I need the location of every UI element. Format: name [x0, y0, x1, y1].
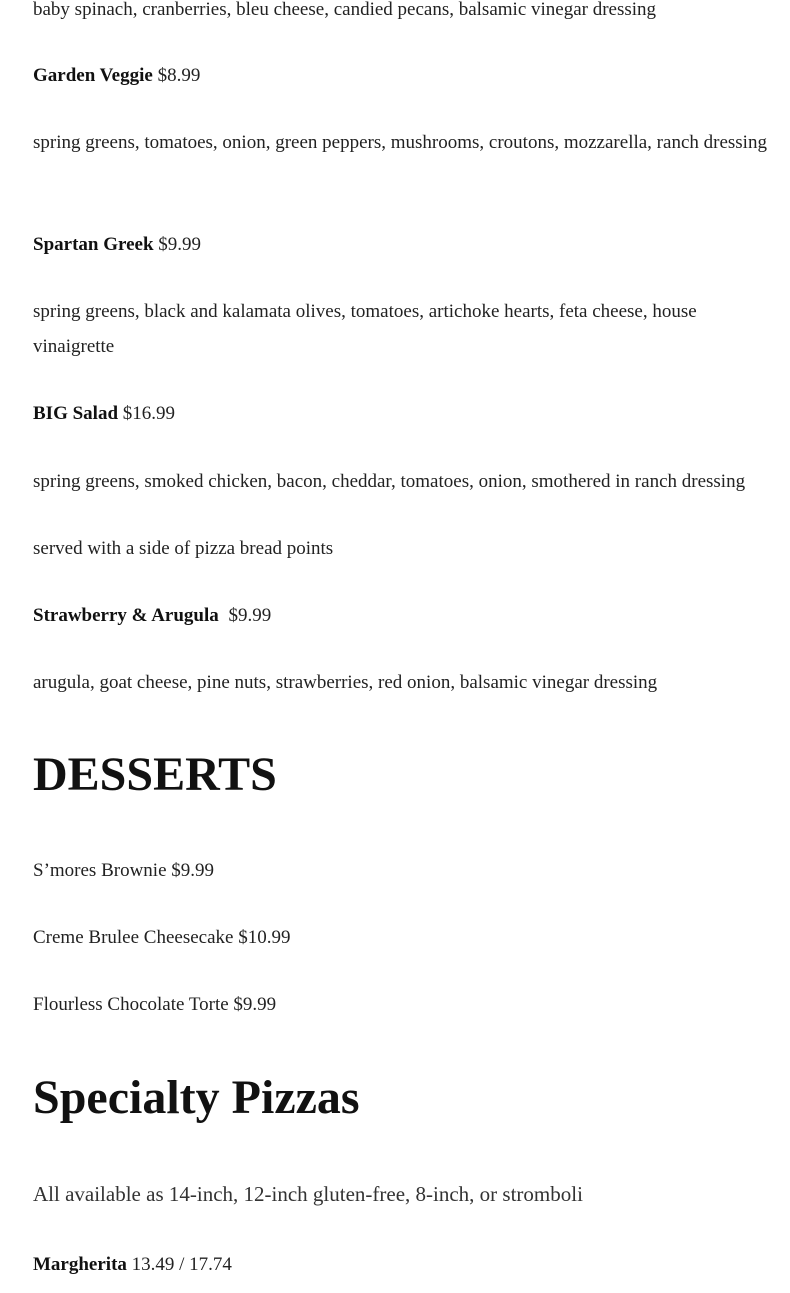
item-name: Strawberry & Arugula — [33, 605, 219, 626]
section-heading-specialty-pizzas: Specialty Pizzas — [33, 1071, 360, 1124]
salad-description: baby spinach, cranberries, bleu cheese, candied pecans, balsamic vinegar dressing — [33, 0, 657, 20]
menu-item-strawberry-arugula — [33, 598, 271, 633]
menu-item-spartan-greek — [33, 227, 201, 262]
menu-item-garden-veggie — [33, 58, 200, 93]
item-name: Garden Veggie — [33, 65, 153, 86]
salad-description: spring greens, black and kalamata olives, tomatoes, artichoke hearts, feta cheese, house vinaigrette — [33, 301, 697, 357]
menu-item-big-salad — [33, 396, 175, 431]
item-price: 13.49 / 17.74 — [131, 1254, 232, 1275]
dessert-item: Flourless Chocolate Torte $9.99 — [33, 994, 277, 1015]
item-price: $8.99 — [157, 65, 201, 86]
dessert-item: S’mores Brownie $9.99 — [33, 860, 215, 881]
salad-description: spring greens, smoked chicken, bacon, cheddar, tomatoes, onion, smothered in ranch dressing — [33, 471, 746, 492]
item-name: Spartan Greek — [33, 234, 154, 255]
dessert-item: Creme Brulee Cheesecake $10.99 — [33, 927, 291, 948]
item-price: $9.99 — [158, 234, 202, 255]
item-name: Margherita — [33, 1254, 127, 1275]
salad-description: spring greens, tomatoes, onion, green peppers, mushrooms, croutons, mozzarella, ranch dressing — [33, 132, 767, 153]
item-price: $9.99 — [228, 605, 272, 626]
salad-note: served with a side of pizza bread points — [33, 538, 334, 559]
item-name: BIG Salad — [33, 403, 119, 424]
section-heading-desserts: DESSERTS — [33, 748, 277, 801]
menu-item-margherita — [33, 1247, 232, 1282]
salad-description: arugula, goat cheese, pine nuts, strawberries, red onion, balsamic vinegar dressing — [33, 672, 658, 693]
pizza-intro: All available as 14-inch, 12-inch gluten-free, 8-inch, or stromboli — [33, 1182, 583, 1206]
item-price: $16.99 — [122, 403, 176, 424]
